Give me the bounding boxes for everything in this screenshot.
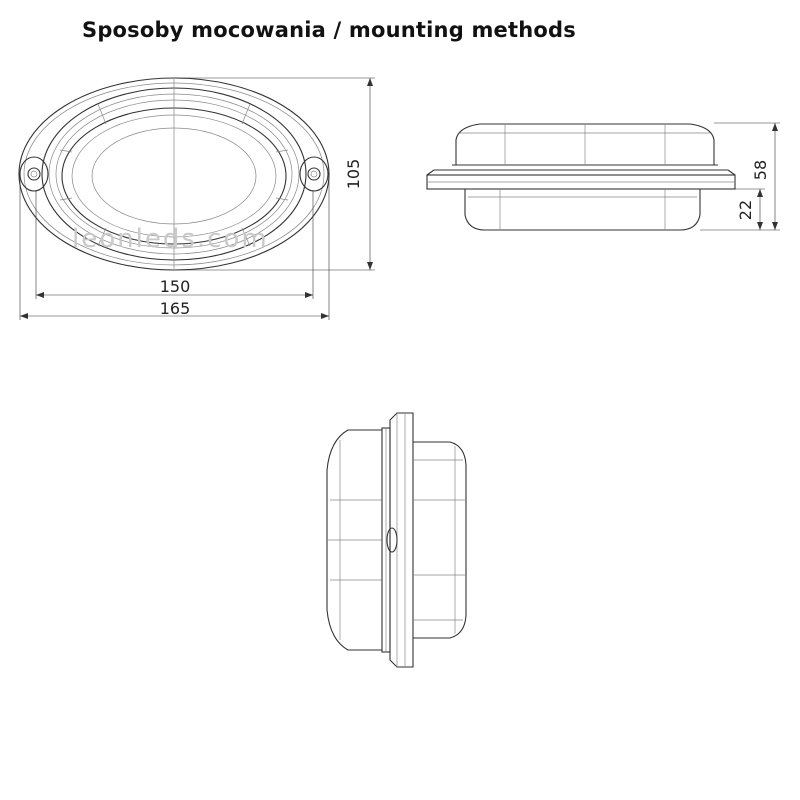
watermark: leonleds.com	[72, 224, 269, 254]
vertical-base	[413, 442, 466, 638]
side-dimensions	[700, 123, 780, 230]
vertical-side-view	[327, 413, 466, 667]
front-dimensions	[20, 78, 375, 320]
left-screw-hole-icon	[28, 168, 40, 180]
vertical-flange	[390, 413, 413, 667]
dim-label-150: 150	[159, 277, 191, 296]
dim-label-105: 105	[344, 158, 363, 190]
dim-label-58: 58	[751, 159, 770, 181]
dim-label-22: 22	[736, 199, 755, 221]
right-screw-hole-icon	[308, 168, 320, 180]
dim-label-165: 165	[159, 299, 191, 318]
page-title: Sposoby mocowania / mounting methods	[82, 18, 576, 42]
side-view	[427, 124, 735, 230]
vertical-screw-icon	[387, 528, 397, 552]
